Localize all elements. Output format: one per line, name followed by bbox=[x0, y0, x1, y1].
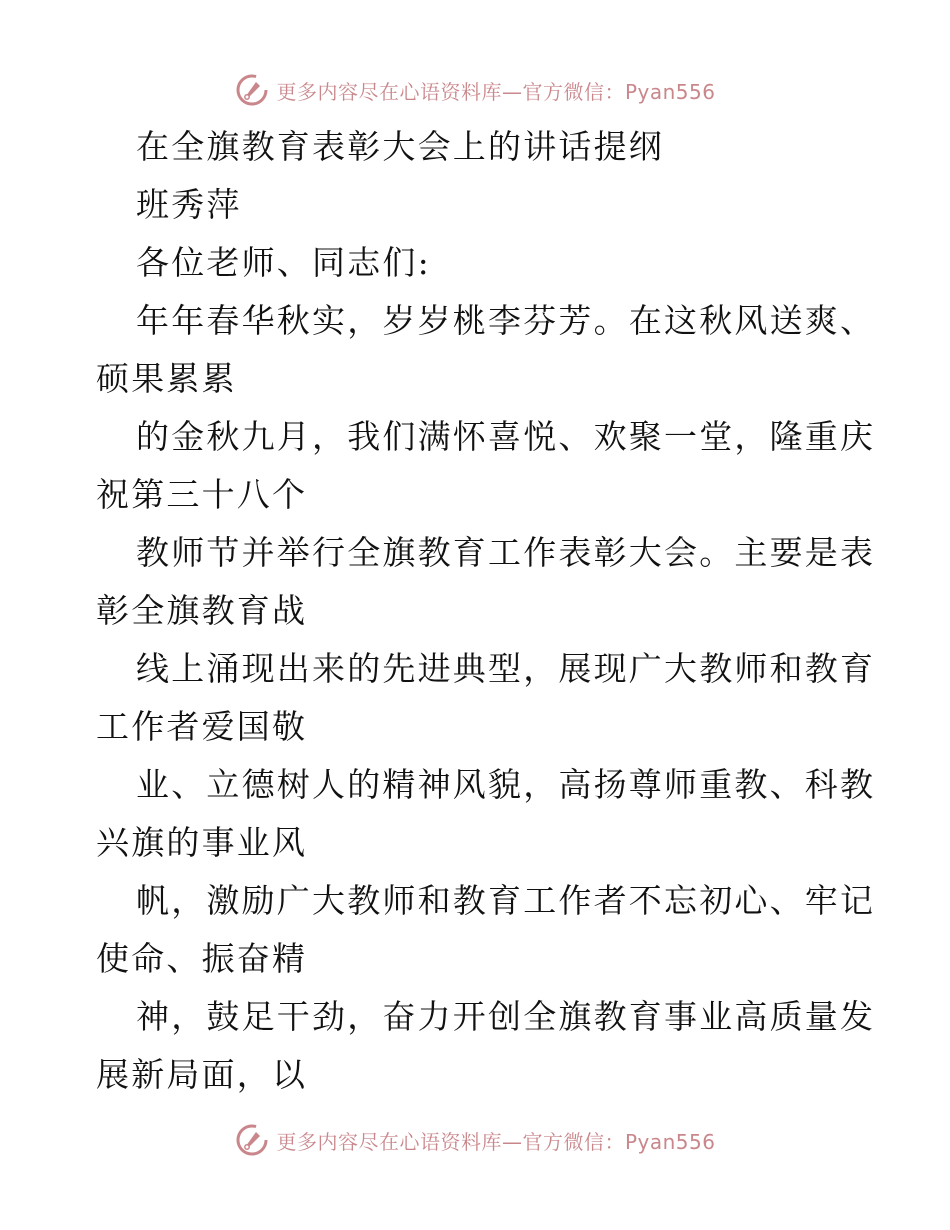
body-line: 硕果累累 bbox=[96, 359, 237, 398]
body-line: 彰全旗教育战 bbox=[96, 591, 308, 630]
document-body bbox=[96, 118, 876, 1104]
body-line: 的金秋九月，我们满怀喜悦、欢聚一堂，隆重庆 bbox=[136, 417, 876, 456]
salutation: 各位老师、同志们: bbox=[136, 243, 431, 282]
body-line: 教师节并举行全旗教育工作表彰大会。主要是表 bbox=[136, 533, 876, 572]
document-title: 在全旗教育表彰大会上的讲话提纲 bbox=[136, 127, 664, 166]
pen-nib-circle-icon bbox=[234, 1122, 270, 1158]
pen-nib-circle-icon bbox=[234, 72, 270, 108]
body-line: 祝第三十八个 bbox=[96, 475, 308, 514]
body-line: 业、立德树人的精神风貌，高扬尊师重教、科教 bbox=[136, 765, 876, 804]
body-line: 帆，激励广大教师和教育工作者不忘初心、牢记 bbox=[136, 881, 876, 920]
watermark-text: 更多内容尽在心语资料库—官方微信：Pyan556 bbox=[276, 1129, 716, 1154]
body-line: 使命、振奋精 bbox=[96, 939, 308, 978]
body-line: 线上涌现出来的先进典型，展现广大教师和教育 bbox=[136, 649, 876, 688]
body-line: 展新局面，以 bbox=[96, 1055, 308, 1094]
body-line: 兴旗的事业风 bbox=[96, 823, 308, 862]
body-line: 年年春华秋实，岁岁桃李芬芳。在这秋风送爽、 bbox=[136, 301, 876, 340]
watermark-text: 更多内容尽在心语资料库—官方微信：Pyan556 bbox=[276, 79, 716, 104]
body-line: 神，鼓足干劲，奋力开创全旗教育事业高质量发 bbox=[136, 997, 876, 1036]
footer-watermark bbox=[0, 1120, 950, 1160]
body-line: 工作者爱国敬 bbox=[96, 707, 308, 746]
header-watermark bbox=[0, 70, 950, 110]
author-name: 班秀萍 bbox=[136, 185, 242, 224]
